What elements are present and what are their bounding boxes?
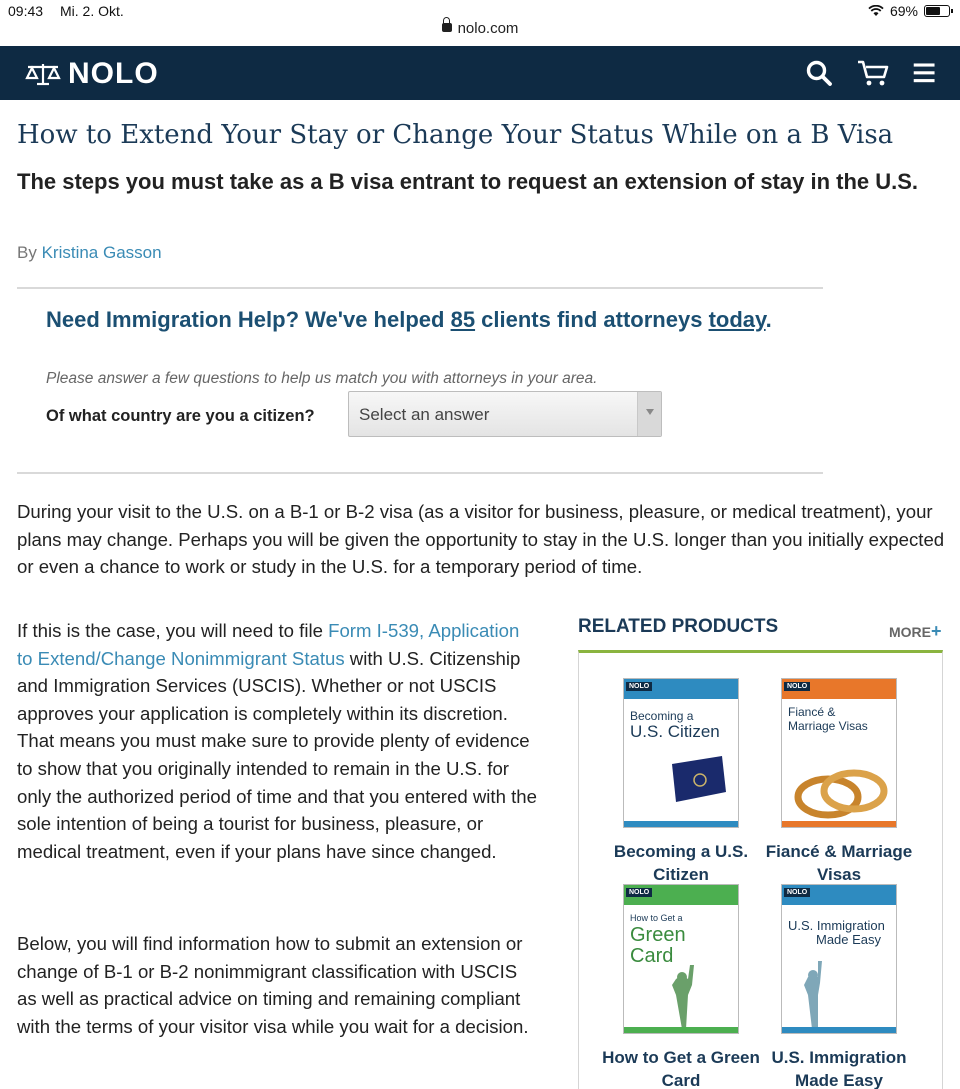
cover-foot [624,821,738,827]
article-title: How to Extend Your Stay or Change Your Status While on a B Visa [17,120,894,150]
product-name-greencard[interactable]: How to Get a Green Card [602,1048,760,1089]
status-right [868,3,950,19]
cover-brand: NOLO [626,682,652,691]
status-time: 09:43 [8,3,44,19]
cover-line2: Marriage Visas [788,719,868,733]
nolo-logo[interactable] [24,57,159,91]
clients-count: 85 [450,307,476,332]
form-i539-link[interactable]: Form I-539, Application to Extend/Change Nonimmigrant Status [17,620,520,669]
more-link[interactable] [889,621,942,642]
country-select[interactable] [348,391,662,437]
lead-heading-part3: . [765,307,772,332]
header-actions [804,58,938,88]
brand-name: NOLO [68,57,159,90]
product-cover-greencard[interactable] [623,884,739,1034]
cover-brand: NOLO [784,888,810,897]
cover-title [630,709,736,741]
battery-icon [924,5,950,17]
select-value: Select an answer [359,405,490,424]
today-link: today [708,307,766,332]
wifi-icon [868,5,884,17]
paragraph-form [17,617,537,865]
cover-line1: U.S. Immigration [788,918,885,933]
passport-icon [664,754,730,804]
cover-foot [782,821,896,827]
site-header [0,46,960,100]
plus-icon: + [931,621,942,641]
paragraph-below: Below, you will find information how to submit an extension or change of B-1 or B-2 nonimmigrant classification with USCIS as well as practical advice on timing and remaining compliant with the terms of your visitor visa while you wait for a decision. [17,933,529,1037]
statue-of-liberty-icon [784,955,844,1029]
cover-title [788,705,894,733]
byline [17,243,162,263]
lock-icon [442,23,452,32]
product-name-citizen[interactable]: Becoming a U.S. Citizen [613,842,749,884]
scales-icon [24,61,62,87]
cover-line2: Green Card [630,924,686,967]
lead-heading-part2: clients find attorneys [475,307,709,332]
divider-top [17,287,823,289]
cover-line2: Made Easy [816,932,882,947]
cover-line1: Becoming a [630,709,694,723]
cover-line2: U.S. Citizen [630,722,720,741]
cover-band [782,679,896,699]
battery-fill [926,7,940,15]
cover-band [782,885,896,905]
country-question: Of what country are you a citizen? [46,407,315,425]
paragraph-intro: During your visit to the U.S. on a B-1 or B-2 visa (as a visitor for business, pleasure, or medical treatment), your plans may change. Perhaps you will be given the opportunity to stay in the U.S. longer than you initially expected or even a chance to work or study in the U.S. for a temporary period of time. [17,501,945,578]
search-icon[interactable] [804,58,834,88]
product-name-immigration[interactable]: U.S. Immigration Made Easy [771,1048,907,1089]
paragraph-form-post: with U.S. Citizenship and Immigration Services (USCIS). Whether or not USCIS approves your application is completely within its discretion. That means you must make sure to provide plenty of evidence to show that you originally intended to remain in the U.S. for only the authorized period of time and that you entered with the sole intention of being a tourist for business, pleasure, or medical treatment, even if your plans have since changed. [17,647,537,862]
more-label: MORE [889,624,931,640]
paragraph-form-pre: If this is the case, you will need to file [17,620,329,641]
battery-percent: 69% [889,3,918,19]
cover-line1: Fiancé & [788,705,836,719]
product-name-fiance[interactable]: Fiancé & Marriage Visas [765,842,913,884]
lead-heading [46,306,786,334]
rings-icon [786,761,894,823]
cover-title [788,919,894,947]
url-bar[interactable] [0,20,960,44]
product-cover-fiance[interactable] [781,678,897,828]
product-cover-immigration[interactable] [781,884,897,1034]
chevron-down-icon [637,392,661,436]
cover-foot [782,1027,896,1033]
lead-heading-part1: Need Immigration Help? We've helped [46,307,451,332]
product-cover-citizen[interactable] [623,678,739,828]
status-bar [0,0,960,22]
cart-icon[interactable] [856,58,890,88]
cover-foot [624,1027,738,1033]
cover-brand: NOLO [784,682,810,691]
author-link[interactable]: Kristina Gasson [41,243,162,262]
statue-of-liberty-icon [646,955,718,1029]
article-subtitle: The steps you must take as a B visa entrant to request an extension of stay in the U.S. [17,169,919,194]
cover-line1: How to Get a [630,913,683,923]
status-date: Mi. 2. Okt. [60,3,124,19]
byline-prefix: By [17,243,37,262]
cover-brand: NOLO [626,888,652,897]
url-text: nolo.com [457,20,519,37]
divider-bottom [17,472,823,474]
lead-subtext: Please answer a few questions to help us match you with attorneys in your area. [46,370,598,387]
related-products-title: RELATED PRODUCTS [578,616,779,637]
cover-band [624,885,738,905]
cover-band [624,679,738,699]
menu-icon[interactable] [912,58,938,88]
